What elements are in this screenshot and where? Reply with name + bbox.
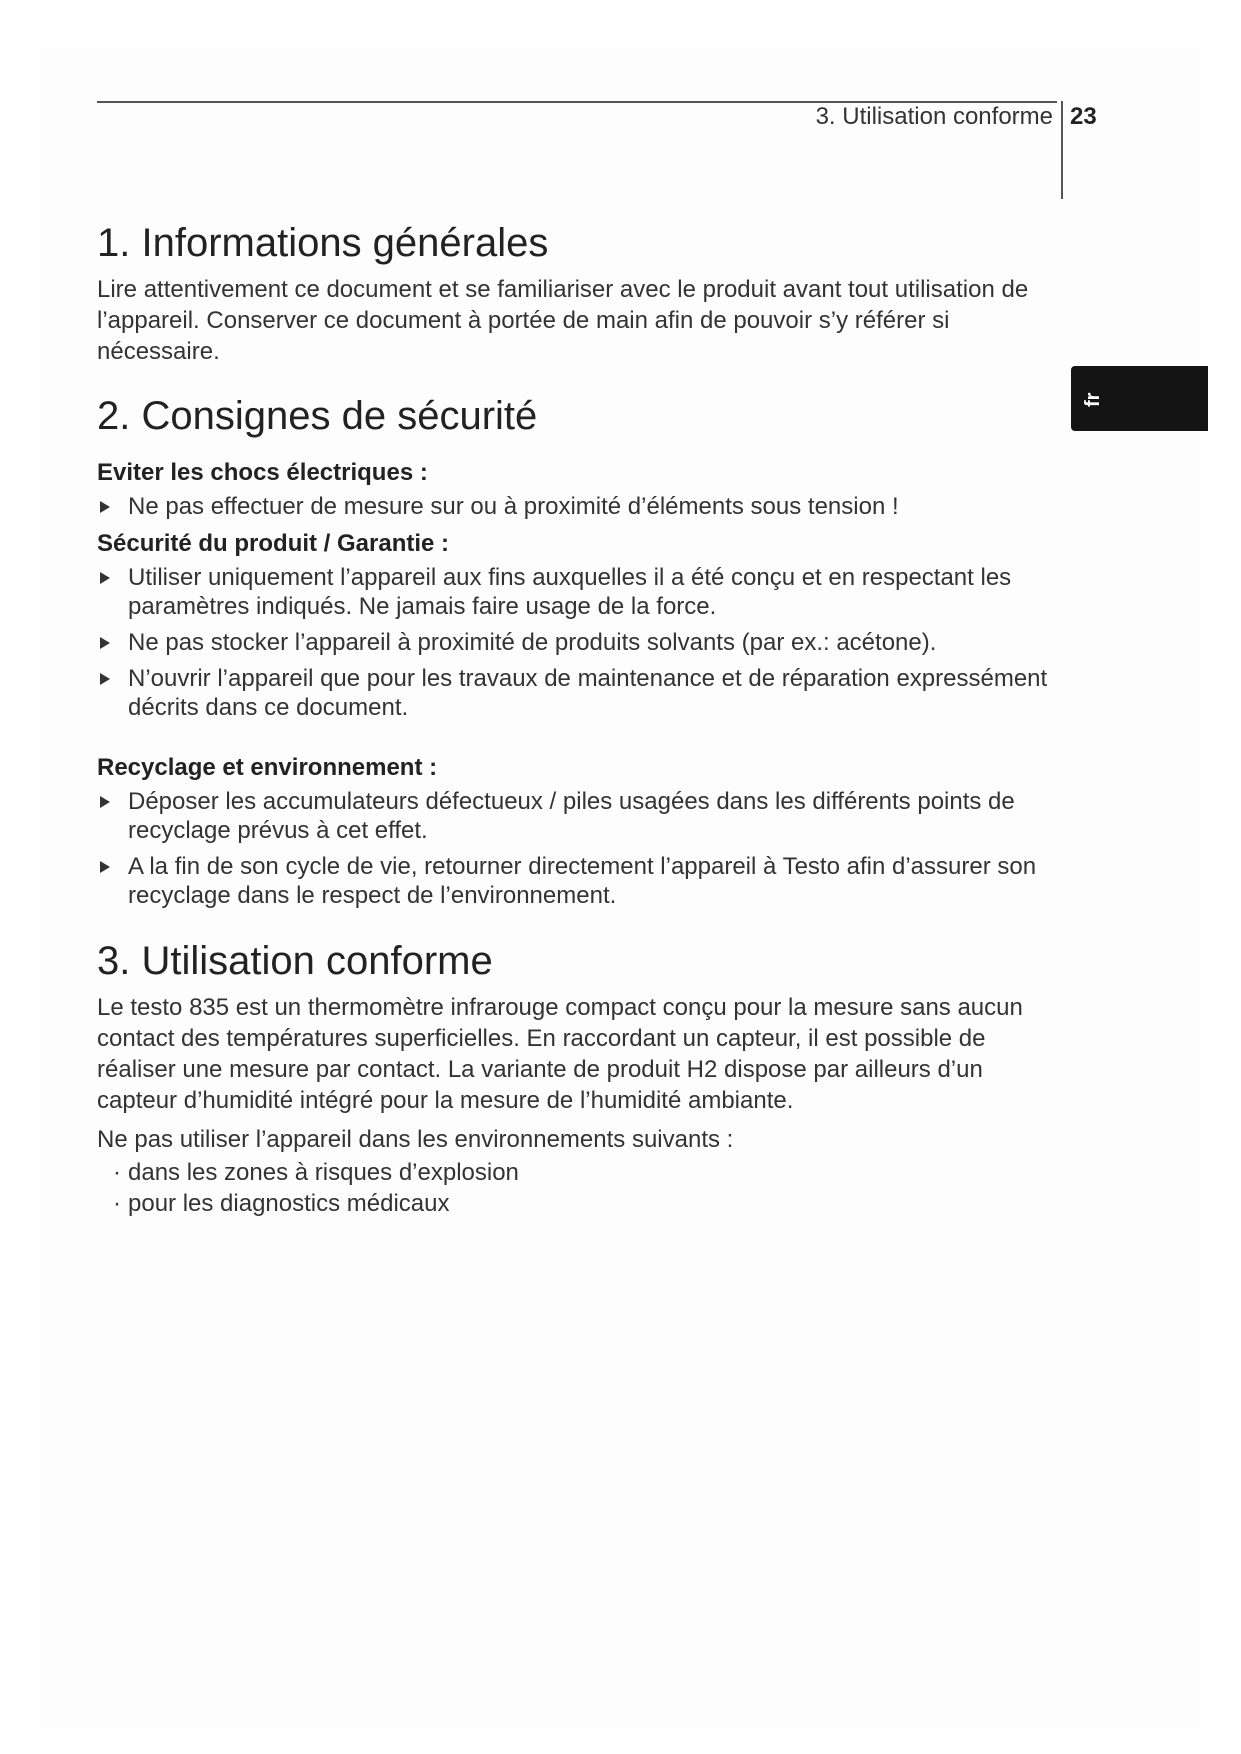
bullet-arrow-icon [100, 673, 110, 685]
section-title-intended-use: 3. Utilisation conforme [97, 939, 493, 983]
section-title-general-info: 1. Informations générales [97, 221, 549, 265]
language-tab [1071, 366, 1208, 431]
list-item: · pour les diagnostics médicaux [113, 1190, 450, 1217]
safety-subheading-recycling: Recyclage et environnement : [97, 754, 438, 781]
safety-subheading-electric: Eviter les chocs électriques : [97, 459, 428, 486]
list-item: · dans les zones à risques d’explosion [113, 1159, 519, 1186]
page-content [97, 218, 1067, 1219]
list-item: N’ouvrir l’appareil que pour les travaux de maintenance et de réparation expressément décrits dans ce document. [97, 664, 1067, 722]
running-header-title: 3. Utilisation conforme [815, 103, 1053, 130]
page-number: 23 [1070, 103, 1097, 130]
list-item: Déposer les accumulateurs défectueux / piles usagées dans les différents points de recyclage prévus à cet effet. [97, 787, 1067, 845]
bullet-arrow-icon [100, 501, 110, 513]
list-item: Ne pas effectuer de mesure sur ou à proximité d’éléments sous tension ! [97, 492, 1067, 521]
safety-recycling-list [97, 787, 1067, 910]
bullet-arrow-icon [100, 637, 110, 649]
safety-electric-list [97, 492, 1067, 521]
section-title-safety: 2. Consignes de sécurité [97, 394, 538, 438]
intended-use-exclusions [97, 1157, 1067, 1219]
intended-use-body: Le testo 835 est un thermomètre infrarouge compact conçu pour la mesure sans aucun contact des températures superficielles. En raccordant un capteur, il est possible de réaliser une mesure par contact. La variante de produit H2 dispose par ailleurs d’un capteur d’humidité intégré pour la mesure de l’humidité ambiante. [97, 994, 1023, 1114]
bullet-arrow-icon [100, 796, 110, 808]
list-item: Utiliser uniquement l’appareil aux fins auxquelles il a été conçu et en respectant les paramètres indiqués. Ne jamais faire usage de la force. [97, 563, 1067, 621]
bullet-arrow-icon [100, 861, 110, 873]
header-divider [1061, 101, 1063, 199]
bullet-dot: · [113, 1190, 121, 1217]
list-item: Ne pas stocker l’appareil à proximité de produits solvants (par ex.: acétone). [97, 628, 1067, 657]
bullet-dot: · [113, 1159, 121, 1186]
general-info-body: Lire attentivement ce document et se familiariser avec le produit avant tout utilisation de l’appareil. Conserver ce document à portée de main afin de pouvoir s’y référer si nécessaire. [97, 276, 1029, 365]
list-item: A la fin de son cycle de vie, retourner directement l’appareil à Testo afin d’assurer son recyclage dans le respect de l’environnement. [97, 852, 1067, 910]
intended-use-intro: Ne pas utiliser l’appareil dans les environnements suivants : [97, 1126, 734, 1153]
language-tab-label: fr [1082, 392, 1104, 407]
safety-product-list [97, 563, 1067, 722]
bullet-arrow-icon [100, 572, 110, 584]
safety-subheading-product: Sécurité du produit / Garantie : [97, 530, 450, 557]
